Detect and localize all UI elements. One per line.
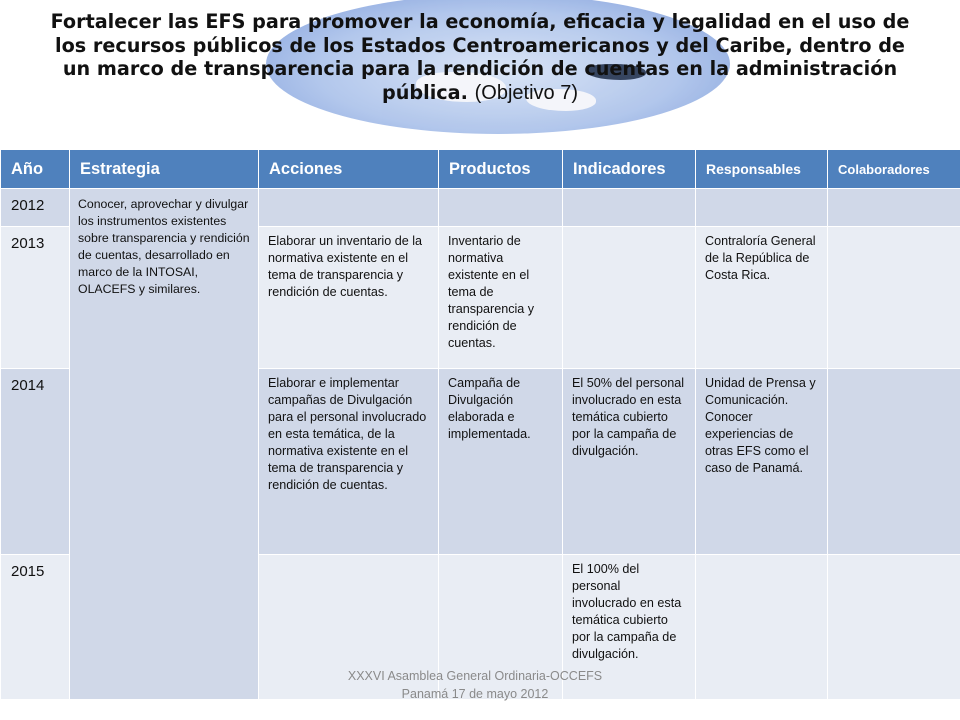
footer-line-2: Panamá 17 de mayo 2012: [401, 687, 549, 701]
cell-collaborators: [828, 227, 960, 369]
header-year: Año: [1, 150, 70, 189]
cell-strategy: Conocer, aprovechar y divulgar los instrumentos existentes sobre transparencia y rendición de cuentas, desarrollado en marco de la INTOSAI, OLACEFS y similares.: [70, 189, 259, 700]
cell-indicators: El 100% del personal involucrado en esta temática cubierto por la campaña de divulgación.: [563, 555, 696, 700]
table-header-row: [1, 150, 960, 189]
header-indicators: Indicadores: [563, 150, 696, 189]
cell-responsibles: [696, 189, 828, 227]
cell-responsibles: Unidad de Prensa y Comunicación. Conocer experiencias de otras EFS como el caso de Panamá.: [696, 369, 828, 555]
strategy-table: [0, 149, 960, 700]
cell-indicators: [563, 189, 696, 227]
cell-responsibles: Contraloría General de la República de Costa Rica.: [696, 227, 828, 369]
cell-actions: [259, 189, 439, 227]
cell-collaborators: [828, 369, 960, 555]
cell-responsibles: [696, 555, 828, 700]
cell-indicators: El 50% del personal involucrado en esta temática cubierto por la campaña de divulgación.: [563, 369, 696, 555]
footer-caption: [320, 667, 630, 703]
cell-year: 2014: [1, 369, 70, 555]
table-row: [1, 189, 960, 227]
header-collaborators: Colaboradores: [828, 150, 960, 189]
title-main-text: Fortalecer las EFS para promover la economía, eficacia y legalidad en el uso de los recursos públicos de los Estados Centroamericanos y del Caribe, dentro de un marco de transparencia para la rendición de cuentas en la administración pública.: [50, 10, 910, 104]
cell-products: [439, 189, 563, 227]
cell-indicators: [563, 227, 696, 369]
cell-collaborators: [828, 189, 960, 227]
title-objective-text: (Objetivo 7): [474, 81, 578, 104]
footer-line-1: XXXVI Asamblea General Ordinaria-OCCEFS: [347, 669, 603, 683]
cell-year: 2012: [1, 189, 70, 227]
header-products: Productos: [439, 150, 563, 189]
cell-year: 2015: [1, 555, 70, 700]
cell-actions: Elaborar un inventario de la normativa existente en el tema de transparencia y rendición de cuentas.: [259, 227, 439, 369]
cell-products: Inventario de normativa existente en el tema de transparencia y rendición de cuentas.: [439, 227, 563, 369]
cell-year: 2013: [1, 227, 70, 369]
cell-products: Campaña de Divulgación elaborada e implementada.: [439, 369, 563, 555]
cell-collaborators: [828, 555, 960, 700]
header-strategy: Estrategia: [70, 150, 259, 189]
header-responsibles: Responsables: [696, 150, 828, 189]
slide-title: [50, 10, 910, 105]
cell-actions: Elaborar e implementar campañas de Divulgación para el personal involucrado en esta temática, de la normativa existente en el tema de transparencia y rendición de cuentas.: [259, 369, 439, 555]
header-actions: Acciones: [259, 150, 439, 189]
